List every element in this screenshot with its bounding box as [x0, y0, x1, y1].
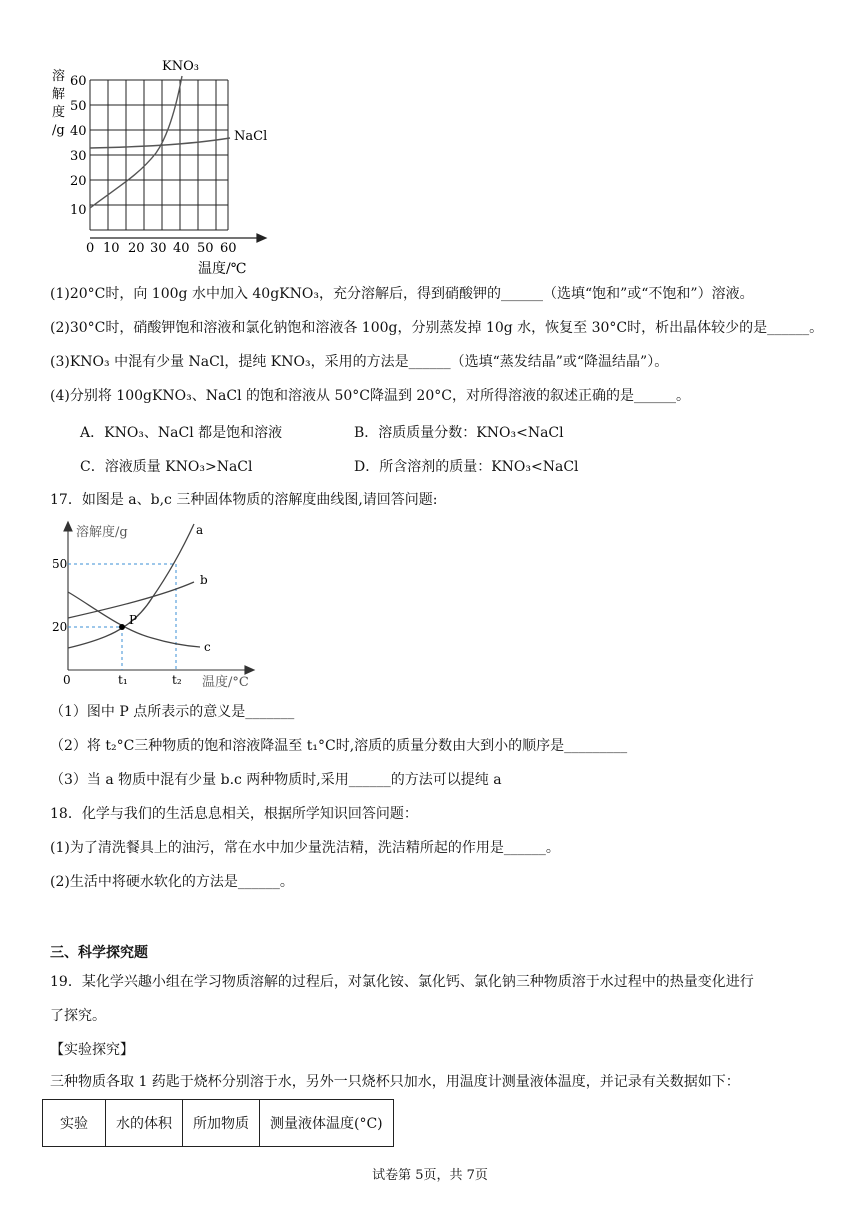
chart2-guides — [68, 564, 176, 670]
q18-title: 18．化学与我们的生活息息相关，根据所学知识回答问题： — [50, 806, 418, 822]
chart2-xtick: t₁ — [118, 673, 128, 687]
q19-line1: 19．某化学兴趣小组在学习物质溶解的过程后，对氯化铵、氯化钙、氯化钠三种物质溶于水过程中的热量变化进行 — [50, 974, 754, 990]
chart2-axes — [64, 522, 254, 674]
chart1-xtick: 0 — [86, 241, 95, 256]
curve-c-label: c — [204, 640, 211, 654]
chart1-ytick: 50 — [70, 99, 87, 114]
table-header-row — [43, 1100, 394, 1147]
chart1-xtick: 10 — [103, 241, 120, 256]
chart1-grid — [90, 80, 228, 230]
kno3-label: KNO₃ — [162, 59, 199, 74]
section-heading: 三、科学探究题 — [50, 945, 148, 961]
chart1-ylabel-2: 解 — [52, 87, 66, 102]
chart1-xtick: 20 — [128, 241, 145, 256]
point-p — [119, 624, 125, 630]
q16-part4: (4)分别将 100gKNO₃、NaCl 的饱和溶液从 50°C降温到 20°C，对所得溶液的叙述正确的是______。 — [50, 388, 690, 404]
experiment-table — [42, 1099, 394, 1147]
curve-a-label: a — [196, 523, 204, 537]
q16-part3: (3)KNO₃ 中混有少量 NaCl，提纯 KNO₃，采用的方法是______（选填“蒸发结晶”或“降温结晶”）。 — [50, 354, 669, 370]
q18-part1: (1)为了清洗餐具上的油污，常在水中加少量洗洁精，洗洁精所起的作用是______。 — [50, 840, 560, 856]
chart1-ytick: 60 — [70, 74, 87, 89]
q17-title: 17．如图是 a、b,c 三种固体物质的溶解度曲线图,请回答问题: — [50, 492, 438, 508]
chart1-ytick: 20 — [70, 174, 87, 189]
chart1-xtick: 60 — [220, 241, 237, 256]
q16-option-a: A．KNO₃、NaCl 都是饱和溶液 — [80, 425, 283, 441]
q16-option-d: D．所含溶剂的质量：KNO₃<NaCl — [354, 459, 579, 475]
solubility-chart-kno3-nacl — [46, 58, 296, 280]
kno3-curve — [90, 76, 182, 208]
q16-option-b: B．溶质质量分数：KNO₃<NaCl — [354, 425, 564, 441]
q16-part1: (1)20°C时，向 100g 水中加入 40gKNO₃，充分溶解后，得到硝酸钾的______（选填“饱和”或“不饱和”）溶液。 — [50, 286, 754, 302]
chart2-xtick: t₂ — [172, 673, 182, 687]
q17-part3: （3）当 a 物质中混有少量 b.c 两种物质时,采用______的方法可以提纯 a — [50, 772, 502, 788]
q19-line3: 三种物质各取 1 药匙于烧杯分别溶于水，另外一只烧杯只加水，用温度计测量液体温度，并记录有关数据如下： — [50, 1074, 740, 1090]
table-header-cell: 测量液体温度(°C) — [260, 1100, 394, 1147]
q17-part2: （2）将 t₂°C三种物质的饱和溶液降温至 t₁°C时,溶质的质量分数由大到小的顺序是_________ — [50, 738, 628, 754]
q16-option-c: C．溶液质量 KNO₃>NaCl — [80, 459, 253, 475]
chart2-ylabel: 溶解度/g — [76, 525, 128, 540]
chart1-ytick: 10 — [70, 203, 87, 218]
chart1-ylabel-3: 度 — [52, 105, 66, 120]
chart1-ylabel-4: /g — [52, 123, 65, 138]
chart1-xtick: 50 — [197, 241, 214, 256]
q17-part1: （1）图中 P 点所表示的意义是_______ — [50, 704, 295, 720]
chart1-ytick: 30 — [70, 149, 87, 164]
q18-part2: (2)生活中将硬水软化的方法是______。 — [50, 874, 294, 890]
chart2-xlabel: 温度/°C — [202, 675, 249, 690]
solubility-chart-abc — [52, 520, 262, 690]
table-header-cell: 水的体积 — [106, 1100, 183, 1147]
chart2-xtick: 0 — [63, 673, 71, 687]
nacl-label: NaCl — [234, 129, 268, 144]
chart1-xtick: 30 — [150, 241, 167, 256]
chart1-ylabel-1: 溶 — [52, 69, 66, 84]
chart2-ytick: 20 — [52, 620, 68, 634]
q19-experiment-heading: 【实验探究】 — [50, 1042, 134, 1058]
chart2-ytick: 50 — [52, 557, 68, 571]
q19-line2: 了探究。 — [50, 1008, 106, 1024]
point-p-label: P — [129, 613, 138, 627]
page-footer: 试卷第 5页，共 7页 — [372, 1168, 488, 1183]
table-header-cell: 实验 — [43, 1100, 106, 1147]
table-header-cell: 所加物质 — [183, 1100, 260, 1147]
curve-b-label: b — [200, 573, 208, 587]
q16-part2: (2)30°C时，硝酸钾饱和溶液和氯化钠饱和溶液各 100g，分别蒸发掉 10g 水，恢复至 30°C时，析出晶体较少的是______。 — [50, 320, 824, 336]
chart1-xtick: 40 — [173, 241, 190, 256]
chart1-xlabel: 温度/℃ — [198, 261, 247, 277]
chart1-ytick: 40 — [70, 124, 87, 139]
